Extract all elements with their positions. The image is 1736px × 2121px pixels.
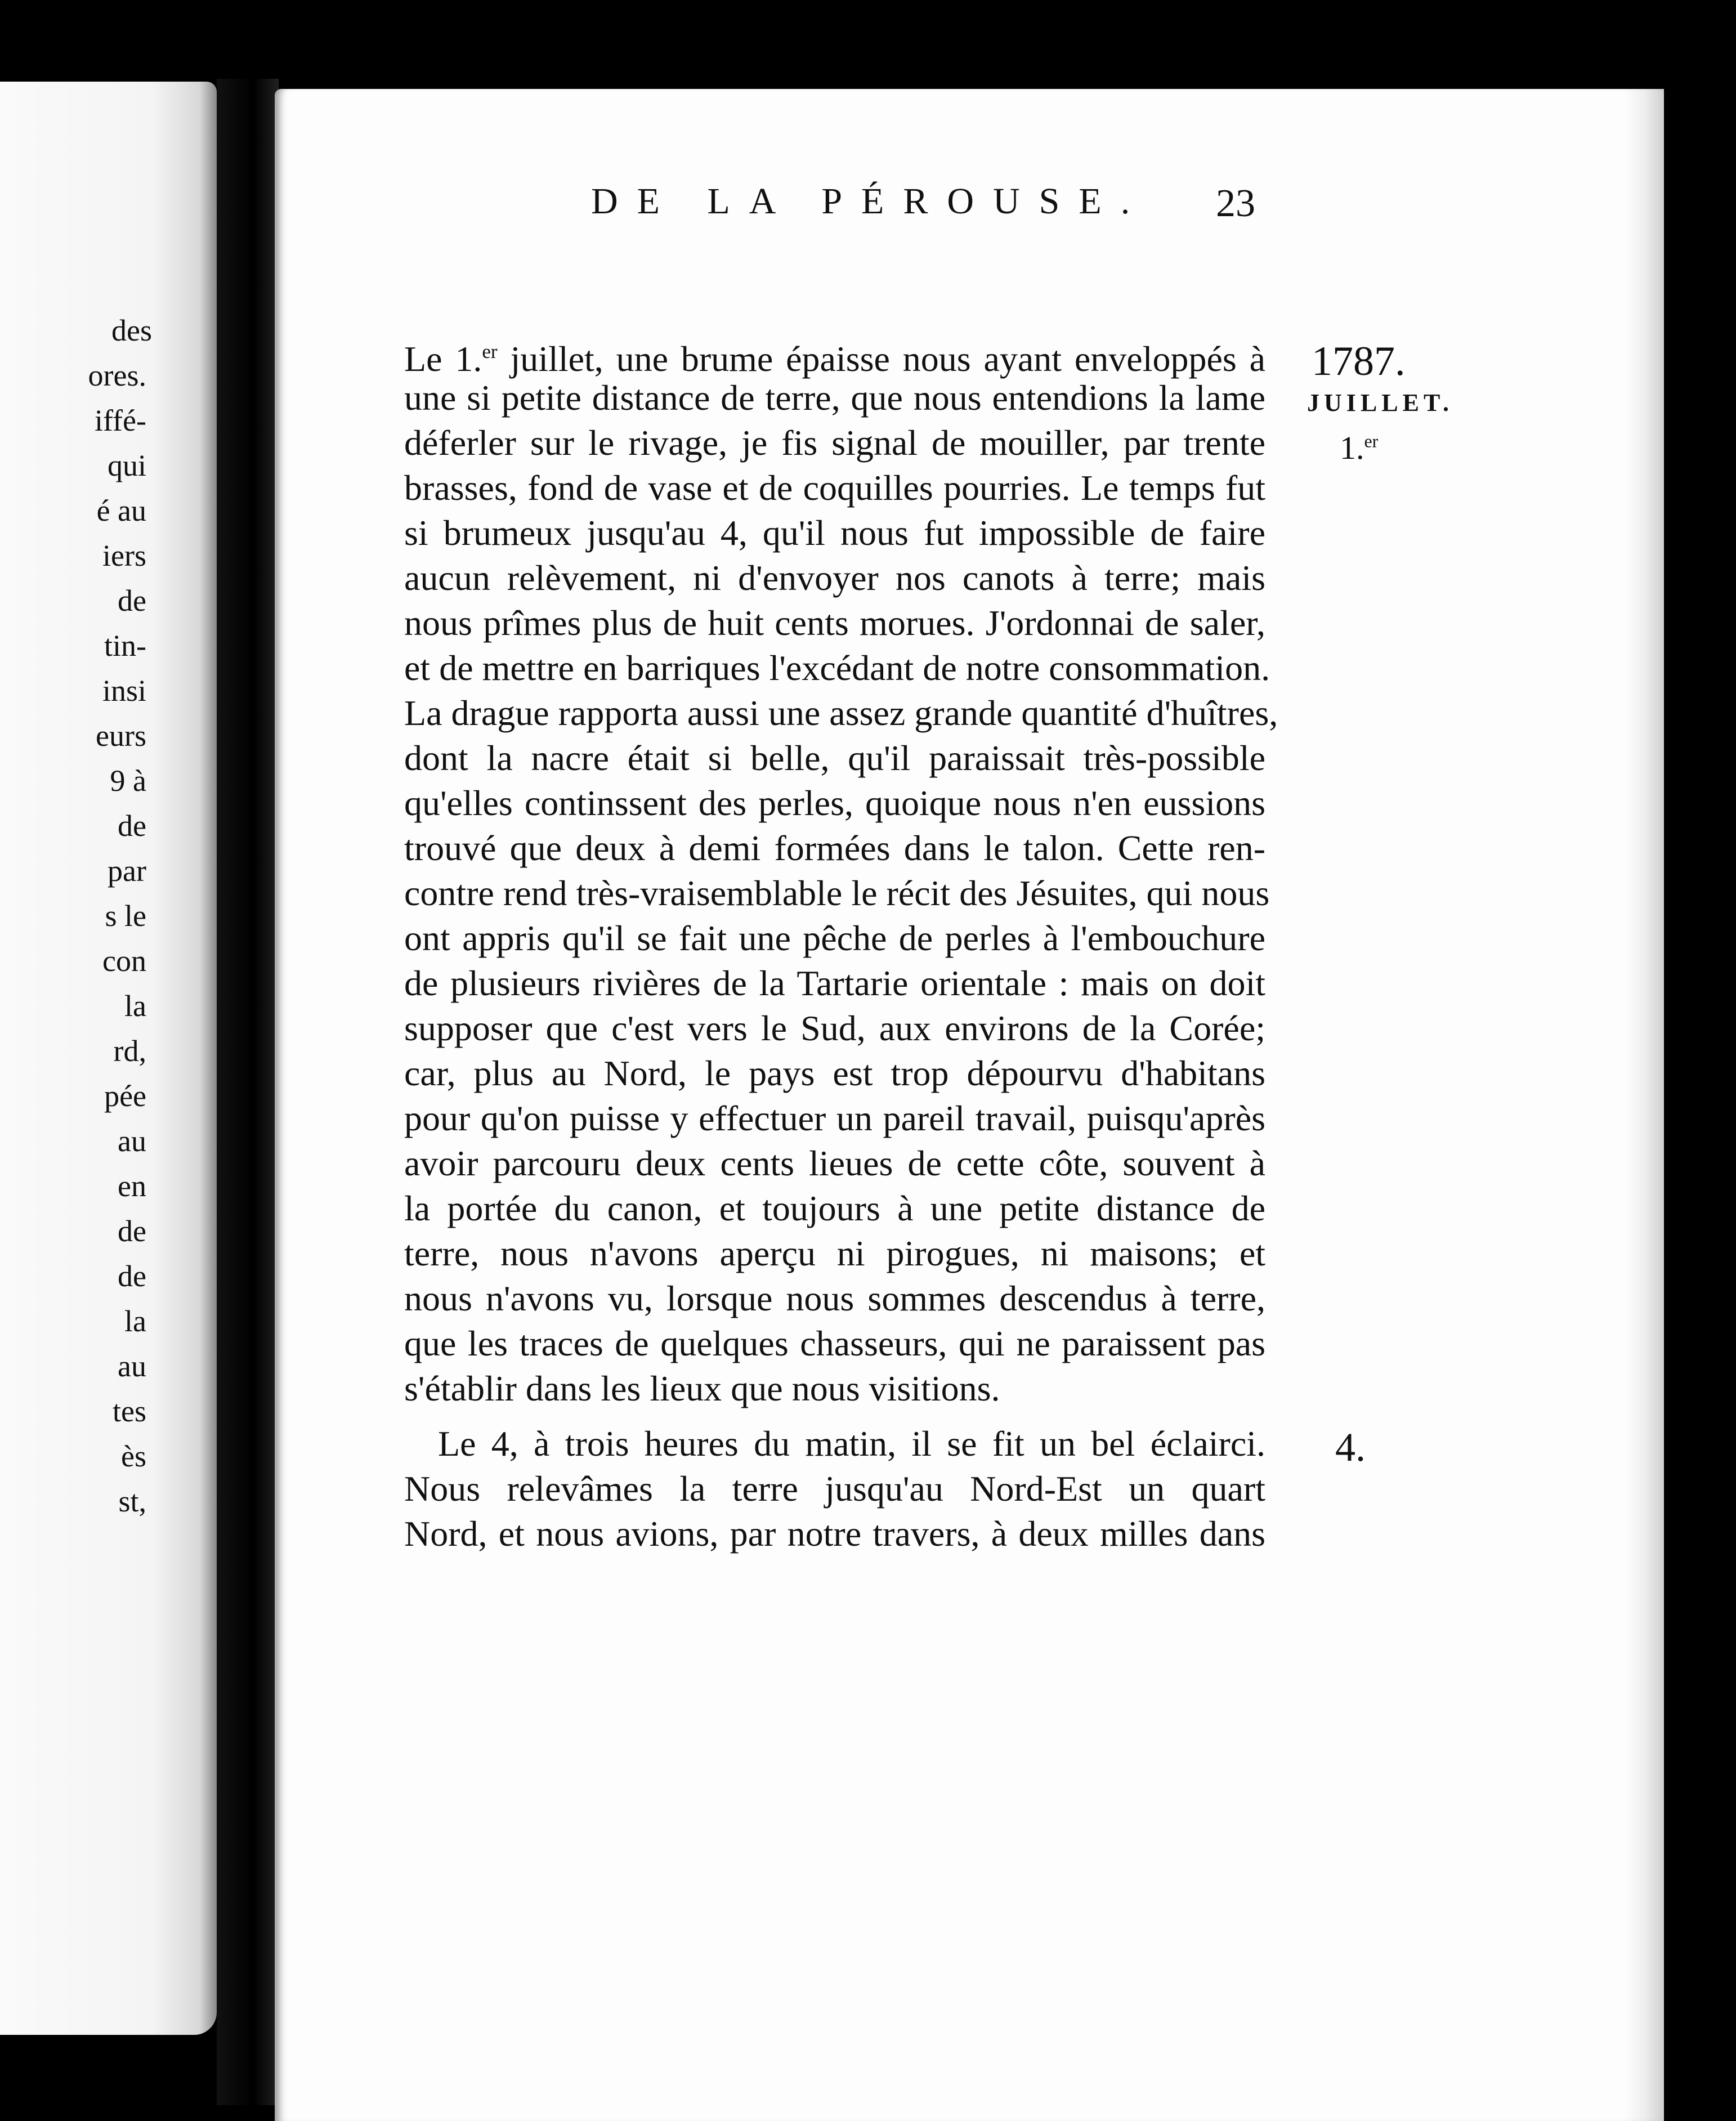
left-line-fragment: des [111,314,152,347]
body-line: La drague rapporta aussi une assez grande quantité d'huîtres, [404,693,1278,733]
body-line: pour qu'on puisse y effectuer un pareil travail, puisqu'après [404,1098,1265,1138]
body-line: Nord, et nous avions, par notre travers, à deux milles dans [404,1514,1265,1554]
margin-day-fourth: 4. [1335,1425,1366,1470]
body-line [404,332,1265,379]
body-line: avoir parcouru deux cents lieues de cette côte, souvent à [404,1143,1265,1183]
left-line-fragment: qui [107,449,146,482]
left-line-fragment: con [102,944,146,978]
body-line: que les traces de quelques chasseurs, qui ne paraissent pas [404,1323,1265,1363]
left-line-fragment: de [118,809,146,843]
left-line-fragment: iffé- [95,404,146,437]
left-line-fragment: st, [118,1484,146,1518]
left-line-fragment: par [108,854,146,888]
body-line: car, plus au Nord, le pays est trop dépourvu d'habitans [404,1053,1265,1093]
left-page-fragment [0,82,217,2035]
left-line-fragment: de [118,1259,146,1293]
body-line: si brumeux jusqu'au 4, qu'il nous fut impossible de faire [404,513,1265,553]
first-line-start: Le 1. [404,338,482,379]
body-line: et de mettre en barriques l'excédant de notre consommation. [404,648,1270,688]
left-line-fragment: ès [121,1439,146,1473]
body-line: nous n'avons vu, lorsque nous sommes descendus à terre, [404,1278,1265,1318]
left-line-fragment: 9 à [110,764,146,798]
body-line: qu'elles continssent des perles, quoique nous n'en eussions [404,783,1265,823]
body-line: aucun relèvement, ni d'envoyer nos canots à terre; mais [404,558,1265,598]
first-line-rest: juillet, une brume épaisse nous ayant enveloppés à [497,338,1265,379]
body-line: brasses, fond de vase et de coquilles pourries. Le temps fut [404,468,1265,508]
left-line-fragment: s le [105,899,146,933]
left-line-fragment: pée [104,1079,146,1113]
book-gutter [217,79,279,2105]
left-line-fragment: de [118,1214,146,1248]
body-line: s'établir dans les lieux que nous visitions. [404,1368,1000,1408]
body-line: nous prîmes plus de huit cents morues. J'ordonnai de saler, [404,603,1265,643]
margin-day-superscript: er [1364,431,1379,451]
body-line: trouvé que deux à demi formées dans le talon. Cette ren- [404,828,1265,868]
margin-month: JUILLET. [1307,389,1454,417]
margin-day-first [1340,429,1378,467]
left-line-fragment: la [124,989,146,1023]
left-line-fragment: eurs [96,719,146,753]
left-line-fragment: rd, [113,1034,146,1068]
body-line: terre, nous n'avons aperçu ni pirogues, ni maisons; et [404,1233,1265,1273]
body-line: ont appris qu'il se fait une pêche de perles à l'embouchure [404,918,1265,958]
body-line: une si petite distance de terre, que nous entendions la lame [404,378,1265,418]
left-line-fragment: au [118,1349,146,1383]
body-line: Nous relevâmes la terre jusqu'au Nord-Est un quart [404,1469,1265,1509]
body-line: la portée du canon, et toujours à une petite distance de [404,1188,1265,1228]
left-line-fragment: de [118,584,146,617]
body-line: Le 4, à trois heures du matin, il se fit un bel éclairci. [438,1424,1265,1464]
margin-day-number: 1. [1340,429,1364,466]
body-line: supposer que c'est vers le Sud, aux environs de la Corée; [404,1008,1265,1048]
page-number: 23 [1216,182,1255,225]
left-line-fragment: insi [102,674,146,708]
left-line-fragment: tin- [104,629,146,663]
left-line-fragment: iers [102,539,146,572]
body-line: de plusieurs rivières de la Tartarie orientale : mais on doit [404,963,1265,1003]
left-line-fragment: au [118,1124,146,1158]
first-line-superscript: er [482,341,498,363]
body-line: déferler sur le rivage, je fis signal de mouiller, par trente [404,423,1265,463]
body-line: dont la nacre était si belle, qu'il paraissait très-possible [404,738,1265,778]
left-line-fragment: é au [96,494,146,527]
left-line-fragment: tes [113,1394,146,1428]
left-line-fragment: en [118,1169,146,1203]
left-line-fragment: ores. [88,359,146,392]
running-head: DE LA PÉROUSE. [591,181,1149,222]
body-line: contre rend très-vraisemblable le récit des Jésuites, qui nous [404,873,1270,913]
margin-year: 1787. [1312,338,1406,384]
left-line-fragment: la [124,1304,146,1338]
